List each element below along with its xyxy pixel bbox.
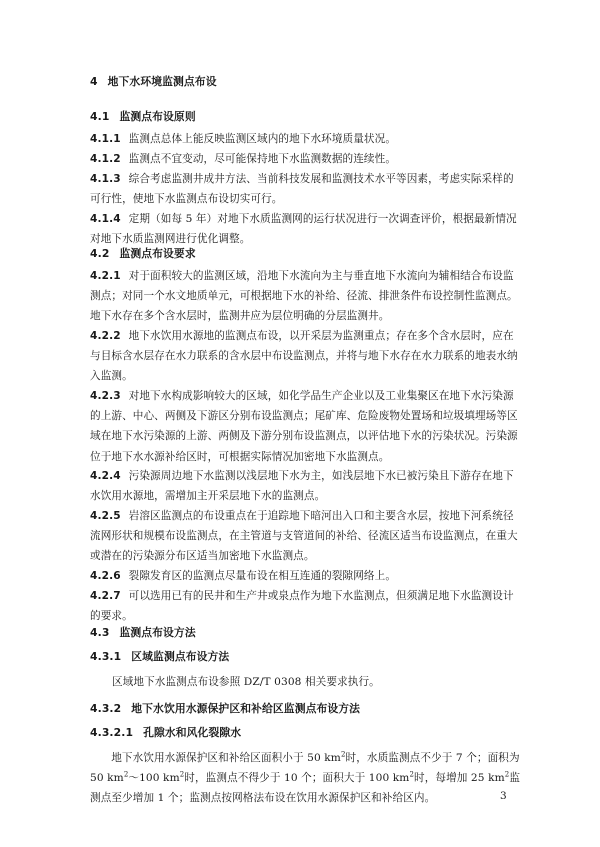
page-number: 3 bbox=[500, 790, 507, 802]
clause-4-2-3: 4.2.3 对地下水构成影响较大的区域，如化学品生产企业以及工业集聚区在地下水污染源的上游、中心、两侧及下游区分别布设监测点；尾矿库、危险废物处置场和垃圾填埋场等区域在地下水污染源的上游、两侧及下游分别布设监测点，以评估地下水的污染状况。污染源位于地下水水源补给区时，可根据实际情况加密地下水监测点。 bbox=[90, 390, 518, 463]
clause-4-2-2: 4.2.2 地下水饮用水源地的监测点布设，以开采层为监测重点；存在多个含水层时，应在与目标含水层存在水力联系的含水层中布设监测点，并将与地下水存在水力联系的地表水纳入监测。 bbox=[90, 330, 518, 383]
clause-4-3-1-text: 区域地下水监测点布设参照 DZ/T 0308 相关要求执行。 bbox=[112, 676, 380, 688]
section-4-3-1-heading: 4.3.1 区域监测点布设方法 bbox=[90, 650, 230, 663]
clause-4-2-6: 4.2.6 裂隙发育区的监测点尽量布设在相互连通的裂隙网络上。 bbox=[90, 570, 397, 582]
clause-4-1-4: 4.1.4 定期（如每 5 年）对地下水质监测网的运行状况进行一次调查评价，根据最新情况对地下水质监测网进行优化调整。 bbox=[90, 213, 517, 246]
clause-4-2-7: 4.2.7 可以选用已有的民井和生产井或泉点作为地下水监测点，但须满足地下水监测设计的要求。 bbox=[90, 590, 514, 623]
clause-4-2-4: 4.2.4 污染源周边地下水监测以浅层地下水为主，如浅层地下水已被污染且下游存在地下水饮用水源地，需增加主开采层地下水的监测点。 bbox=[90, 470, 514, 503]
clause-4-2-1: 4.2.1 对于面积较大的监测区域，沿地下水流向为主与垂直地下水流向为辅相结合布设监测点；对同一个水文地质单元，可根据地下水的补给、径流、排泄条件布设控制性监测点。地下水存在多个含水层时，监测井应为层位明确的分层监测井。 bbox=[90, 270, 518, 323]
section-4-2-heading: 4.2 监测点布设要求 bbox=[90, 247, 196, 260]
section-4-3-heading: 4.3 监测点布设方法 bbox=[90, 626, 196, 639]
section-4-3-2-1-heading: 4.3.2.1 孔隙水和风化裂隙水 bbox=[90, 726, 242, 739]
clause-4-1-2: 4.1.2 监测点不宜变动，尽可能保持地下水监测数据的连续性。 bbox=[90, 153, 397, 165]
clause-4-2-5: 4.2.5 岩溶区监测点的布设重点在于追踪地下暗河出入口和主要含水层，按地下河系统径流网形状和规模布设监测点，在主管道与支管道间的补给、径流区适当布设监测点，在重大或潜在的污染源分布区适当加密地下水监测点。 bbox=[90, 510, 518, 563]
clause-4-1-1: 4.1.1 监测点总体上能反映监测区域内的地下水环境质量状况。 bbox=[90, 133, 397, 145]
section-4-1-heading: 4.1 监测点布设原则 bbox=[90, 110, 196, 123]
section-4-3-2-heading: 4.3.2 地下水饮用水源保护区和补给区监测点布设方法 bbox=[90, 702, 361, 715]
section-4-heading: 4 地下水环境监测点布设 bbox=[90, 75, 217, 88]
clause-4-3-2-1-text: 地下水饮用水源保护区和补给区面积小于 50 $km^2$时，水质监测点不少于 7 个；面积为 50 $km^2\sim 100$ $km^2$时，监测点不得少于 10 个；面积大于 100 $km^2$时，每增加 25 $km^2$监测点至少增加 1 个；监测点按网格法布设在饮用水源保护区和补给区内。 bbox=[90, 750, 521, 805]
clause-4-1-3: 4.1.3 综合考虑监测井成井方法、当前科技发展和监测技术水平等因素，考虑实际采样的可行性，使地下水监测点布设切实可行。 bbox=[90, 173, 514, 206]
